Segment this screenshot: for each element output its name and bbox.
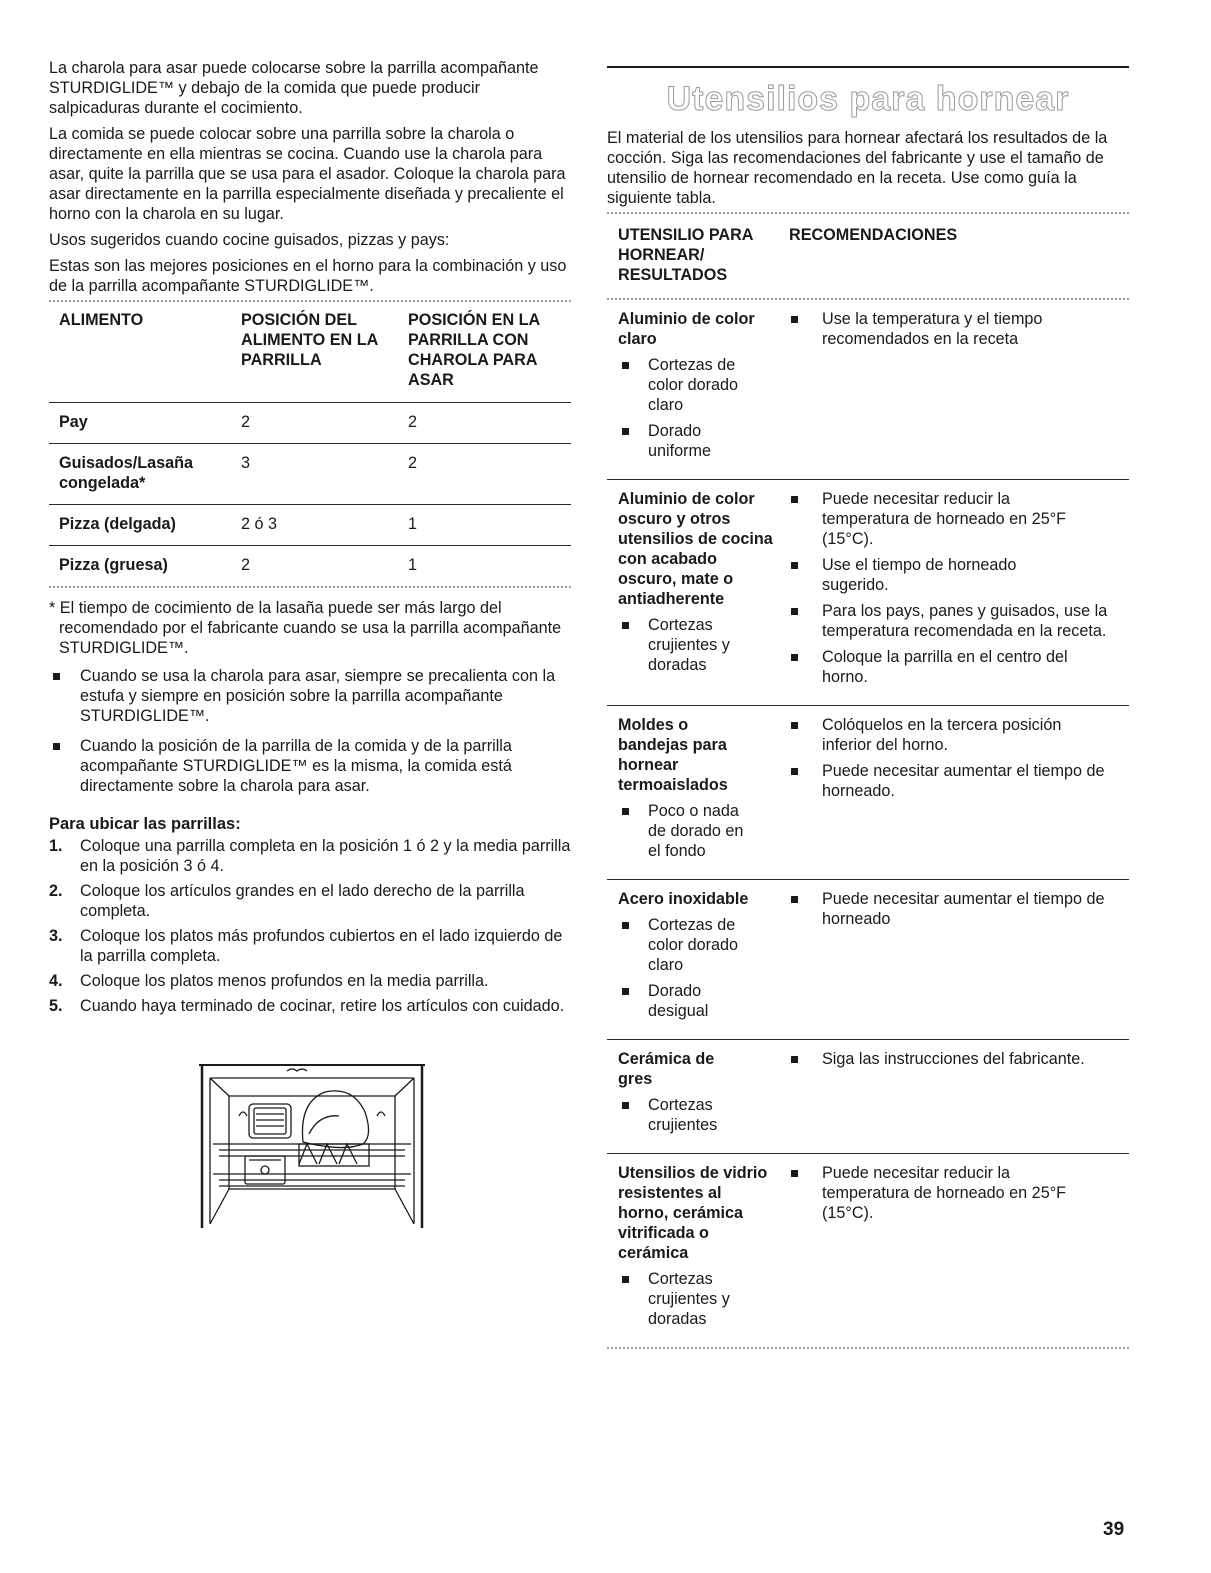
bakeware-table: [607, 212, 1129, 1349]
recommendations-cell: [789, 1163, 1129, 1335]
pan-position: 2: [408, 454, 418, 472]
results-list: [618, 1269, 789, 1329]
bakeware-name: Aluminio de color oscuro y otros utensilios de cocina con acabado oscuro, mate o antiadherente: [618, 490, 773, 608]
step-item: [49, 926, 571, 966]
recommendation-item: Coloque la parrilla en el centro del horno.: [789, 647, 1129, 687]
step-item: [49, 881, 571, 921]
bakeware-cell: [607, 715, 789, 867]
table-row: [607, 880, 1129, 1039]
table-row: [607, 300, 1129, 479]
recommendation-item: Colóquelos en la tercera posición inferior del horno.: [789, 715, 1129, 755]
bullet-item: Cuando se usa la charola para asar, siempre se precalienta con la estufa y siempre en posición sobre la parrilla acompañante STURDIGLIDE™.: [49, 666, 571, 726]
step-text: Cuando haya terminado de cocinar, retire los artículos con cuidado.: [80, 997, 565, 1015]
step-item: [49, 996, 571, 1016]
bakeware-cell: [607, 889, 789, 1027]
step-number: 2.: [49, 882, 63, 900]
recommendations-cell: [789, 715, 1129, 867]
recommendation-item: Siga las instrucciones del fabricante.: [789, 1049, 1129, 1069]
food-name: Pizza (gruesa): [59, 556, 168, 574]
recommendation-item: Use el tiempo de horneado sugerido.: [789, 555, 1129, 595]
recommendations-list: [789, 1049, 1129, 1069]
recommendation-item: Use la temperatura y el tiempo recomendados en la receta: [789, 309, 1129, 349]
header-food: ALIMENTO: [59, 311, 144, 329]
result-item: Cortezas de color dorado claro: [618, 355, 789, 415]
table-bottom-divider: [607, 1347, 1129, 1349]
section-intro: El material de los utensilios para hornear afectará los resultados de la cocción. Siga las recomendaciones del fabricante y use el tamaño de utensilio de hornear recomendado en la receta. Use como guía la siguiente tabla.: [607, 129, 1108, 207]
result-item: Cortezas crujientes y doradas: [618, 615, 789, 675]
bakeware-cell: [607, 489, 789, 693]
recommendations-cell: [789, 309, 1129, 467]
recommendations-cell: [789, 1049, 1129, 1141]
recommendations-cell: [789, 889, 1129, 1027]
right-column: [607, 66, 1129, 1349]
bakeware-name: Acero inoxidable: [618, 890, 749, 908]
intro-paragraph-1: La charola para asar puede colocarse sobre la parrilla acompañante STURDIGLIDE™ y debajo de la comida que puede producir salpicaduras durante el cocimiento.: [49, 59, 539, 117]
food-name: Pizza (delgada): [59, 515, 176, 533]
bakeware-name: Cerámica de gres: [618, 1050, 715, 1088]
step-number: 5.: [49, 997, 63, 1015]
rack-position: 3: [241, 454, 251, 472]
recommendations-cell: [789, 489, 1129, 693]
result-item: Dorado desigual: [618, 981, 789, 1021]
bakeware-cell: [607, 1163, 789, 1335]
header-recommendations: RECOMENDACIONES: [789, 226, 958, 244]
recommendation-item: Para los pays, panes y guisados, use la temperatura recomendada en la receta.: [789, 601, 1129, 641]
result-item: Dorado uniforme: [618, 421, 789, 461]
food-name: Pay: [59, 413, 88, 431]
step-number: 3.: [49, 927, 63, 945]
result-item: Cortezas crujientes y doradas: [618, 1269, 789, 1329]
table-row: [49, 505, 571, 545]
step-text: Coloque los platos más profundos cubiertos en el lado izquierdo de la parrilla completa.: [80, 927, 563, 965]
bakeware-name: Moldes o bandejas para hornear termoaislados: [618, 716, 728, 794]
results-list: [618, 1095, 789, 1135]
results-list: [618, 615, 789, 675]
recommendations-list: [789, 1163, 1129, 1223]
table-row: [607, 1040, 1129, 1153]
bakeware-cell: [607, 309, 789, 467]
pan-position: 2: [408, 413, 418, 431]
header-rack-position: POSICIÓN DEL ALIMENTO EN LA PARRILLA: [241, 311, 378, 369]
table-row: [607, 1154, 1129, 1347]
table-row: [49, 403, 571, 443]
result-item: Cortezas crujientes: [618, 1095, 789, 1135]
section-title: Utensilios para hornear: [666, 80, 1070, 118]
recommendation-item: Puede necesitar aumentar el tiempo de horneado.: [789, 761, 1129, 801]
recommendation-item: Puede necesitar reducir la temperatura de horneado en 25°F (15°C).: [789, 1163, 1129, 1223]
table-header-row: [607, 214, 1129, 298]
rack-position-table: [49, 300, 571, 588]
recommendations-list: [789, 889, 1129, 929]
table-row: [607, 706, 1129, 879]
racks-heading: Para ubicar las parrillas:: [49, 815, 241, 833]
bakeware-name: Aluminio de color claro: [618, 310, 755, 348]
note-bullets: [49, 666, 571, 796]
results-list: [618, 801, 789, 861]
pan-position: 1: [408, 556, 418, 574]
rack-position: 2 ó 3: [241, 515, 278, 533]
header-pan-position: POSICIÓN EN LA PARRILLA CON CHAROLA PARA ASAR: [408, 311, 540, 389]
results-list: [618, 355, 789, 461]
section-top-rule: [607, 66, 1129, 68]
recommendations-list: [789, 489, 1129, 687]
recommendation-item: Puede necesitar reducir la temperatura de horneado en 25°F (15°C).: [789, 489, 1129, 549]
recommendations-list: [789, 309, 1129, 349]
header-bakeware: UTENSILIO PARA HORNEAR/ RESULTADOS: [618, 226, 753, 284]
step-item: [49, 971, 571, 991]
table-row: [607, 480, 1129, 705]
intro-paragraph-4: Estas son las mejores posiciones en el horno para la combinación y uso de la parrilla acompañante STURDIGLIDE™.: [49, 257, 567, 295]
rack-position: 2: [241, 556, 251, 574]
table-bottom-divider: [49, 586, 571, 588]
table-row: [49, 444, 571, 504]
left-column: [49, 58, 571, 1021]
footnote: * El tiempo de cocimiento de la lasaña puede ser más largo del recomendado por el fabricante cuando se usa la parrilla acompañante STURDIGLIDE™.: [49, 599, 562, 657]
rack-steps: [49, 836, 571, 1016]
step-text: Coloque una parrilla completa en la posición 1 ó 2 y la media parrilla en la posición 3 ó 4.: [80, 837, 571, 875]
step-item: [49, 836, 571, 876]
food-name: Guisados/Lasaña congelada*: [59, 454, 194, 492]
step-number: 1.: [49, 837, 63, 855]
bakeware-name: Utensilios de vidrio resistentes al horno, cerámica vitrificada o cerámica: [618, 1164, 768, 1262]
results-list: [618, 915, 789, 1021]
recommendation-item: Puede necesitar aumentar el tiempo de horneado: [789, 889, 1129, 929]
table-row: [49, 546, 571, 586]
intro-paragraph-3: Usos sugeridos cuando cocine guisados, pizzas y pays:: [49, 231, 450, 249]
pan-position: 1: [408, 515, 418, 533]
rack-position: 2: [241, 413, 251, 431]
table-header-row: [49, 302, 571, 402]
result-item: Cortezas de color dorado claro: [618, 915, 789, 975]
bullet-item: Cuando la posición de la parrilla de la comida y de la parrilla acompañante STURDIGLIDE™ es la misma, la comida está directamente sobre la charola para asar.: [49, 736, 571, 796]
step-text: Coloque los platos menos profundos en la media parrilla.: [80, 972, 489, 990]
result-item: Poco o nada de dorado en el fondo: [618, 801, 789, 861]
page-number: 39: [1103, 1519, 1125, 1540]
step-text: Coloque los artículos grandes en el lado derecho de la parrilla completa.: [80, 882, 525, 920]
step-number: 4.: [49, 972, 63, 990]
recommendations-list: [789, 715, 1129, 801]
oven-racks-illustration: [199, 1064, 425, 1228]
bakeware-cell: [607, 1049, 789, 1141]
intro-paragraph-2: La comida se puede colocar sobre una parrilla sobre la charola o directamente en ella mientras se cocina. Cuando use la charola para asar, quite la parrilla que se usa para el asador. Coloque la charola para asar directamente en la parrilla especialmente diseñada y precaliente el horno con la charola en su lugar.: [49, 125, 566, 223]
